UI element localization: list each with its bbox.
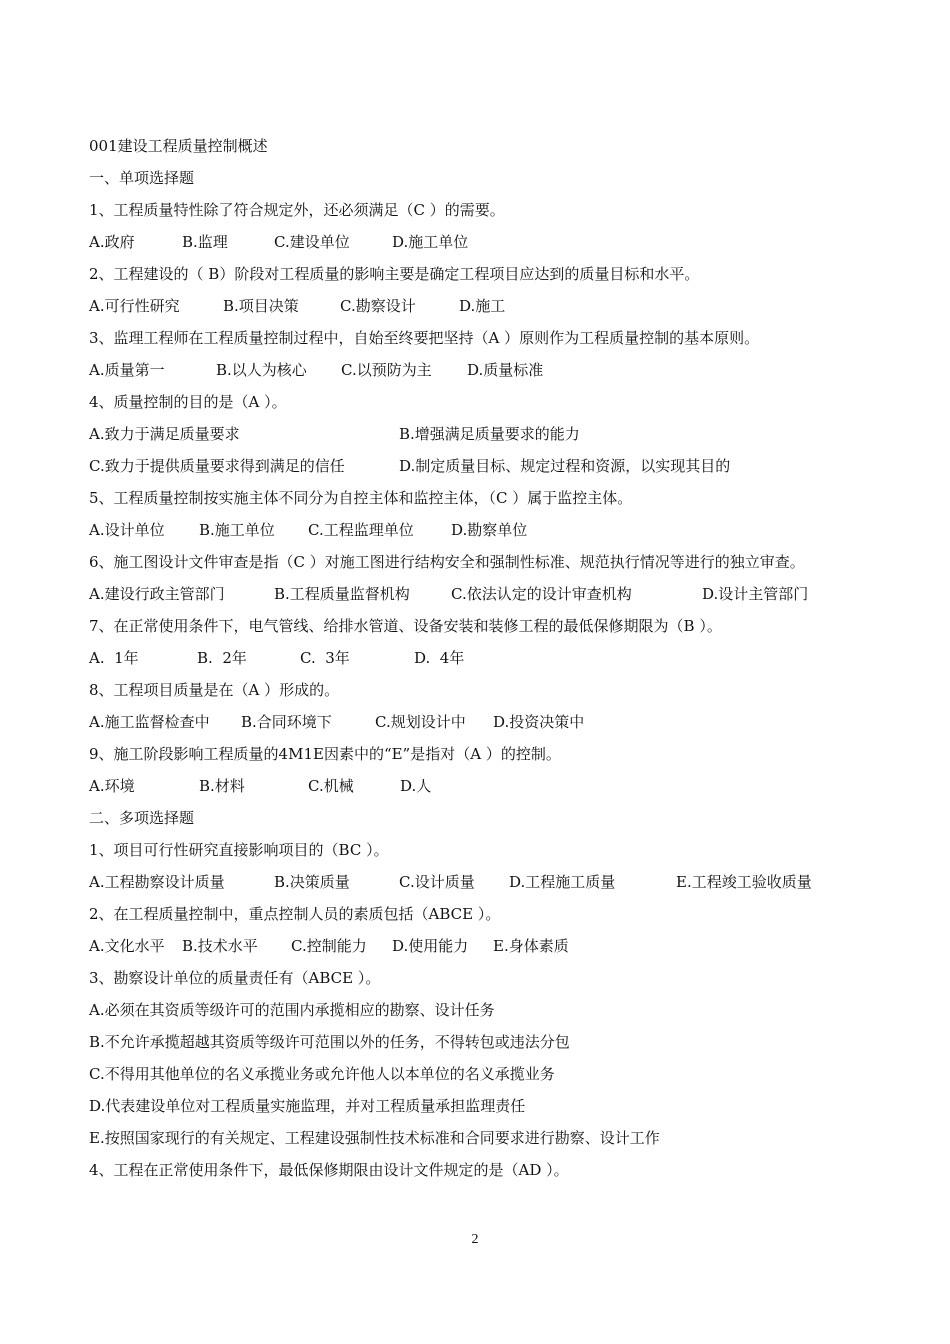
option-d: D.施工单位 xyxy=(392,233,469,251)
question-options xyxy=(89,226,869,258)
option-e: E.身体素质 xyxy=(493,937,569,955)
question-stem: 4、质量控制的目的是（A ）。 xyxy=(89,393,287,411)
question-stem: 5、工程质量控制按实施主体不同分为自控主体和监控主体，（C ）属于监控主体。 xyxy=(89,489,633,507)
question-stem: 4、工程在正常使用条件下，最低保修期限由设计文件规定的是（AD ）。 xyxy=(89,1161,569,1179)
option-c: C. 3年 xyxy=(300,649,350,667)
section-single-choice-title: 一、单项选择题 xyxy=(89,169,195,187)
option-c: C.不得用其他单位的名义承揽业务或允许他人以本单位的名义承揽业务 xyxy=(89,1065,555,1083)
option-b: B.决策质量 xyxy=(274,873,350,891)
question-options xyxy=(89,930,869,962)
option-a: A.必须在其资质等级许可的范围内承揽相应的勘察、设计任务 xyxy=(89,1001,495,1019)
option-a: A.文化水平 xyxy=(89,937,165,955)
option-a: A. 1年 xyxy=(89,649,139,667)
question-options xyxy=(89,354,869,386)
option-d: D.设计主管部门 xyxy=(702,585,809,603)
option-c: C.建设单位 xyxy=(274,233,350,251)
question-stem: 3、勘察设计单位的质量责任有（ABCE ）。 xyxy=(89,969,381,987)
option-b: B.技术水平 xyxy=(182,937,258,955)
option-b: B.工程质量监督机构 xyxy=(274,585,410,603)
option-b: B.增强满足质量要求的能力 xyxy=(399,425,580,443)
option-d: D.工程施工质量 xyxy=(509,873,616,891)
option-d: D.投资决策中 xyxy=(493,713,585,731)
question-stem: 1、工程质量特性除了符合规定外，还必须满足（C ）的需要。 xyxy=(89,201,505,219)
question-stem: 8、工程项目质量是在（A ）形成的。 xyxy=(89,681,340,699)
option-b: B.合同环境下 xyxy=(241,713,332,731)
option-c: C.致力于提供质量要求得到满足的信任 xyxy=(89,457,345,475)
option-b: B.材料 xyxy=(199,777,245,795)
question-stem: 2、工程建设的（ B）阶段对工程质量的影响主要是确定工程项目应达到的质量目标和水平。 xyxy=(89,265,700,283)
document-body xyxy=(89,130,869,1186)
option-b: B.以人为核心 xyxy=(216,361,307,379)
question-stem: 7、在正常使用条件下，电气管线、给排水管道、设备安装和装修工程的最低保修期限为（B ）。 xyxy=(89,617,722,635)
option-a: A.工程勘察设计质量 xyxy=(89,873,225,891)
option-a: A.政府 xyxy=(89,233,135,251)
question-options xyxy=(89,866,869,898)
option-d: D.代表建设单位对工程质量实施监理，并对工程质量承担监理责任 xyxy=(89,1097,526,1115)
option-c: C.规划设计中 xyxy=(375,713,466,731)
option-b: B.施工单位 xyxy=(199,521,275,539)
option-d: D.使用能力 xyxy=(392,937,469,955)
question-options xyxy=(89,578,869,610)
option-b: B. 2年 xyxy=(197,649,247,667)
option-c: C.控制能力 xyxy=(291,937,367,955)
question-stem: 3、监理工程师在工程质量控制过程中，自始至终要把坚持（A ）原则作为工程质量控制的基本原则。 xyxy=(89,329,760,347)
option-a: A.质量第一 xyxy=(89,361,165,379)
option-d: D.质量标准 xyxy=(467,361,544,379)
option-c: C.依法认定的设计审查机构 xyxy=(451,585,632,603)
option-c: C.设计质量 xyxy=(399,873,475,891)
option-a: A.施工监督检查中 xyxy=(89,713,210,731)
option-b: B.监理 xyxy=(182,233,228,251)
option-a: A.致力于满足质量要求 xyxy=(89,425,240,443)
question-options xyxy=(89,418,869,450)
section-multiple-choice-title: 二、多项选择题 xyxy=(89,809,195,827)
option-d: D.勘察单位 xyxy=(451,521,528,539)
question-stem: 2、在工程质量控制中，重点控制人员的素质包括（ABCE ）。 xyxy=(89,905,501,923)
option-b: B.项目决策 xyxy=(223,297,299,315)
option-e: E.工程竣工验收质量 xyxy=(676,873,812,891)
option-a: A.建设行政主管部门 xyxy=(89,585,225,603)
option-d: D.施工 xyxy=(459,297,506,315)
option-d: D. 4年 xyxy=(414,649,465,667)
option-a: A.设计单位 xyxy=(89,521,165,539)
page-number: 2 xyxy=(471,1232,479,1247)
option-a: A.可行性研究 xyxy=(89,297,180,315)
option-c: C.以预防为主 xyxy=(341,361,432,379)
option-d: D.人 xyxy=(400,777,432,795)
option-d: D.制定质量目标、规定过程和资源，以实现其目的 xyxy=(399,457,731,475)
question-options xyxy=(89,514,869,546)
option-c: C.工程监理单位 xyxy=(308,521,414,539)
option-b: B.不允许承揽超越其资质等级许可范围以外的任务，不得转包或违法分包 xyxy=(89,1033,570,1051)
option-c: C.机械 xyxy=(308,777,354,795)
question-stem: 6、施工图设计文件审查是指（C ）对施工图进行结构安全和强制性标准、规范执行情况等进行的独立审查。 xyxy=(89,553,805,571)
option-e: E.按照国家现行的有关规定、工程建设强制性技术标准和合同要求进行勘察、设计工作 xyxy=(89,1129,660,1147)
question-options xyxy=(89,290,869,322)
question-options xyxy=(89,642,869,674)
question-options xyxy=(89,770,869,802)
option-c: C.勘察设计 xyxy=(340,297,416,315)
question-options xyxy=(89,450,869,482)
question-stem: 1、项目可行性研究直接影响项目的（BC ）。 xyxy=(89,841,389,859)
option-a: A.环境 xyxy=(89,777,135,795)
question-stem: 9、施工阶段影响工程质量的4M1E因素中的“E”是指对（A ）的控制。 xyxy=(89,745,561,763)
question-options xyxy=(89,706,869,738)
document-heading: 001建设工程质量控制概述 xyxy=(89,137,268,155)
